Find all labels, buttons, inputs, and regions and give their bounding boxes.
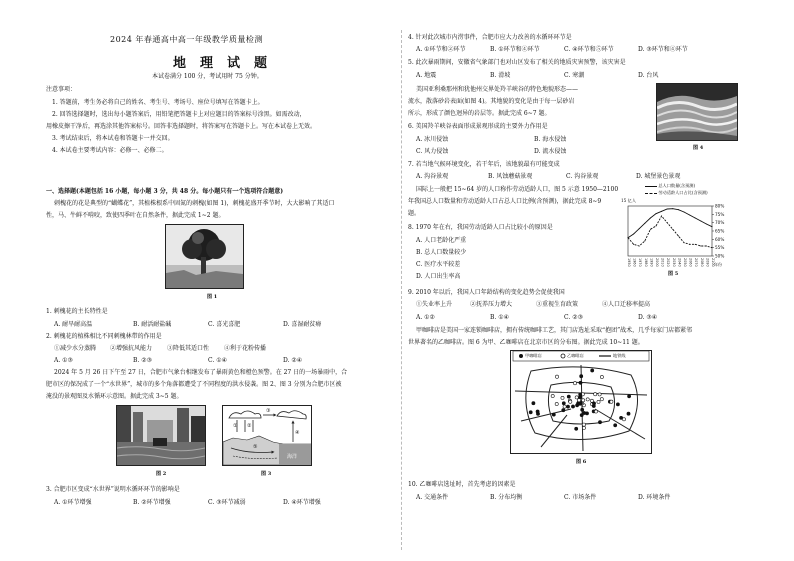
intro-text: 肥市区的保况成了一个“水世界”，城市的多个角落都遭受了不同程度的洪水侵袭。图 2、图 3 分别为合肥市区被 xyxy=(46,381,342,388)
chart-xtick-label: 2090 xyxy=(705,258,710,267)
q2-item: ④利于花粉传播 xyxy=(224,345,267,352)
coffee-shop-jia-marker xyxy=(567,395,570,398)
chart-ytick-right-label: 70% xyxy=(715,220,725,226)
coffee-shop-yi-marker xyxy=(563,405,566,408)
coffee-shop-yi-marker xyxy=(594,393,597,396)
chart-legend-total-label: 总人口数量(含预测) xyxy=(658,183,696,188)
chart-xtick-label: 2080 xyxy=(699,258,704,267)
coffee-shop-yi-marker xyxy=(594,410,597,413)
coffee-shop-yi-marker xyxy=(555,375,558,378)
legend-line-dashed xyxy=(645,193,657,194)
q8-option-d[interactable]: D. 人口出生率高 xyxy=(416,273,461,280)
q3-option-d[interactable]: D. ④环节增强 xyxy=(283,499,321,506)
figure-2-caption: 图 2 xyxy=(156,471,167,477)
note-line: 用橡皮擦干净后，再选涂其他答案标号。回答非选择题时，将答案写在答题卡上。写在本试卷上无效。 xyxy=(46,123,317,130)
coffee-shop-yi-marker xyxy=(622,418,625,421)
q9-option-d[interactable]: D. ③④ xyxy=(638,314,658,321)
fig3-label-3: ③ xyxy=(266,408,271,414)
coffee-shop-yi-marker xyxy=(598,393,601,396)
q3-option-c[interactable]: C. ③环节减弱 xyxy=(208,499,246,506)
intro-text: 年我国总人口数量和劳动适龄人口占总人口比例(含预测)，据此完成 8~9 xyxy=(408,198,602,205)
q2-option-b[interactable]: B. ②③ xyxy=(133,357,152,364)
chart-legend-ratio-label: 劳动适龄人口占比(含预测) xyxy=(658,190,708,195)
figure-5-population-chart xyxy=(612,200,742,272)
q6-option-c[interactable]: C. 风力侵蚀 xyxy=(416,148,449,155)
fig3-label-4: ④ xyxy=(295,430,300,436)
coffee-shop-jia-marker xyxy=(598,421,601,424)
series-line-total-population xyxy=(628,209,712,238)
fig3-label-5: ⑤ xyxy=(253,444,258,450)
data-point-total-population xyxy=(650,218,651,219)
q3-option-b[interactable]: B. ②环节增强 xyxy=(133,499,171,506)
chart-xlabel: 年份 xyxy=(714,262,722,267)
chart-xtick-label: 1980 xyxy=(643,258,648,267)
coffee-shop-jia-marker xyxy=(616,403,619,406)
coffee-shop-jia-marker xyxy=(614,424,617,427)
coffee-shop-yi-marker xyxy=(610,400,613,403)
q5-option-c[interactable]: C. 寒潮 xyxy=(564,72,585,79)
q6-option-a[interactable]: A. 冰川侵蚀 xyxy=(416,136,449,143)
q7-option-b[interactable]: B. 风蚀蘑菇景观 xyxy=(488,173,533,180)
data-point-working-age-ratio xyxy=(695,244,696,245)
intro-text: 题。 xyxy=(408,210,421,217)
intro-text: 甲咖啡店是美国一家连锁咖啡店，拥有传统咖啡工艺，其门店选址采取“抱团”战术，几乎每家门店都紧邻 xyxy=(416,327,693,334)
data-point-total-population xyxy=(678,209,679,210)
q9-item: ③重视生育政策 xyxy=(536,301,579,308)
q8-option-c[interactable]: C. 医疗水平较差 xyxy=(416,261,461,268)
question-6-stem: 6. 美国羚羊峡谷表面形成景观形成的主要外力作用是 xyxy=(408,123,548,130)
chart-xtick-label: 2000 xyxy=(655,258,659,267)
notes-title: 注意事项： xyxy=(46,86,77,93)
figure-3-caption: 图 3 xyxy=(261,471,272,477)
data-point-total-population xyxy=(661,211,662,212)
data-point-total-population xyxy=(684,212,685,213)
data-point-working-age-ratio xyxy=(650,229,651,230)
intro-text: 所示，形成了颜色迥异的岩层等。据此完成 6~7 题。 xyxy=(408,110,551,117)
chart-ytick-right-label: 75% xyxy=(715,211,725,217)
figure-6-coffee-map xyxy=(510,350,652,454)
fig6-legend-yi: 乙咖啡店 xyxy=(567,353,584,358)
q10-option-d[interactable]: D. 环境条件 xyxy=(638,494,671,501)
q2-item: ②增强抗风能力 xyxy=(110,345,153,352)
q5-option-a[interactable]: A. 地震 xyxy=(416,72,437,79)
data-point-total-population xyxy=(656,213,657,214)
q9-item: ②抚养压力增大 xyxy=(470,301,513,308)
question-5-stem: 5. 此次暴雨期间，安徽省气象部门也对山区发布了相关的地质灾害预警，该灾害是 xyxy=(408,59,626,66)
chart-xtick-label: 2050 xyxy=(683,258,687,267)
q1-option-a[interactable]: A. 耐旱耐高温 xyxy=(54,321,93,328)
data-point-total-population xyxy=(672,208,673,209)
q1-option-b[interactable]: B. 耐活耐盐碱 xyxy=(133,321,172,328)
chart-xtick-label: 2070 xyxy=(694,258,699,267)
coffee-shop-yi-marker xyxy=(575,396,578,399)
intro-text: 美国亚利桑那州和犹他州交界处羚羊峡谷的特色地貌形态—— xyxy=(416,86,579,93)
question-10-stem: 10. 乙咖啡店选址时，首先考虑的因素是 xyxy=(408,481,516,488)
coffee-shop-jia-marker xyxy=(529,411,532,414)
coffee-shop-yi-marker xyxy=(582,423,585,426)
data-point-working-age-ratio xyxy=(706,246,707,247)
intro-text: 流水，散落砂岩表面(如图 4)。其地貌的变化是由于每一层砂岩 xyxy=(408,98,575,105)
coffee-shop-jia-marker xyxy=(575,427,578,430)
section-heading: 一、选择题(本题包括 16 小题，每小题 3 分，共 48 分。每小题只有一个选项符合题意) xyxy=(46,188,284,195)
data-point-working-age-ratio xyxy=(700,246,701,247)
q1-option-c[interactable]: C. 喜光喜肥 xyxy=(208,321,241,328)
data-point-total-population xyxy=(667,209,668,210)
coffee-shop-jia-marker xyxy=(580,375,583,378)
question-2-stem: 2. 刺槐花的植株相比不同刺槐林带的作用是 xyxy=(46,333,162,340)
chart-xtick-label: 2060 xyxy=(688,258,693,267)
question-8-stem: 8. 1970 年在右，我国劳动适龄人口占比较小的原因是 xyxy=(408,224,553,231)
intro-text: 刺槐花的花是典型的“蝴蝶花”，其植株根系中固氮的刺槐(如图 1)，刺槐花盛开季节时，大大影响了其适口 xyxy=(54,200,335,207)
intro-text: 世界著名的乙咖啡店。图 6 为甲、乙咖啡店在北京市区的分布图。据此完成 10~11 题。 xyxy=(408,339,644,346)
coffee-shop-jia-marker xyxy=(566,405,569,408)
coffee-shop-jia-marker xyxy=(576,404,579,407)
fig3-label-1: ① xyxy=(233,423,238,429)
data-point-working-age-ratio xyxy=(672,229,673,230)
coffee-shop-jia-marker xyxy=(592,404,595,407)
q6-option-d[interactable]: D. 流水侵蚀 xyxy=(534,148,567,155)
fig3-label-ocean: 海洋 xyxy=(287,454,298,460)
q9-item: ①失业率上升 xyxy=(416,301,453,308)
intro-text: 性，马、牛鲜不啃咬，致使四季叶在自然条件，据此完成 1~2 题。 xyxy=(46,212,225,219)
coffee-shop-yi-marker xyxy=(600,375,603,378)
question-9-stem: 9. 2010 年以后，我国人口年龄结构的变化趋势会促使我国 xyxy=(408,289,565,296)
coffee-shop-yi-marker xyxy=(577,399,580,402)
coffee-shop-yi-marker xyxy=(569,400,572,403)
figure-1-tree-photo xyxy=(165,224,244,289)
question-1-stem: 1. 刺槐花的主长特性是 xyxy=(46,308,108,315)
chart-xtick-label: 2020 xyxy=(666,258,671,267)
intro-text: 国际上一般把 15~64 岁的人口称作劳动适龄人口，图 5 示意 1950—2100 xyxy=(416,186,619,193)
q2-item: ①减少水分蒸腾 xyxy=(54,345,97,352)
note-line: 2. 回答选择题时，选出每小题答案后，用铅笔把答题卡上对应题目的答案标号涂黑。如需改动， xyxy=(52,111,306,118)
q9-option-c[interactable]: C. ②③ xyxy=(564,314,583,321)
coffee-shop-jia-marker xyxy=(571,405,574,408)
fig3-label-2: ② xyxy=(247,423,252,429)
data-point-total-population xyxy=(633,234,634,235)
column-divider xyxy=(401,30,402,550)
coffee-shop-jia-marker xyxy=(628,395,631,398)
figure-2-flood-photo xyxy=(116,405,206,466)
figure-3-water-cycle xyxy=(222,405,312,466)
q1-option-d[interactable]: D. 喜湿耐贫瘠 xyxy=(283,321,322,328)
figure-6-caption: 图 6 xyxy=(576,459,587,465)
coffee-shop-jia-marker xyxy=(579,393,582,396)
q10-option-a[interactable]: A. 交通条件 xyxy=(416,494,449,501)
coffee-shop-yi-marker xyxy=(586,398,589,401)
q2-item: ③降低其适口性 xyxy=(167,345,210,352)
fig6-legend-subway: 地铁线 xyxy=(613,353,626,358)
q4-option-d[interactable]: D. ③环节和④环节 xyxy=(638,46,688,53)
q4-option-a[interactable]: A. ①环节和②环节 xyxy=(416,46,466,53)
q8-option-b[interactable]: B. 总人口数量较少 xyxy=(416,249,467,256)
figure-5-caption: 图 5 xyxy=(668,271,679,277)
chart-ytick-right-label: 80% xyxy=(715,203,725,209)
data-point-total-population xyxy=(700,221,701,222)
q6-option-b[interactable]: B. 海水侵蚀 xyxy=(534,136,567,143)
data-point-total-population xyxy=(639,228,640,229)
chart-xtick-label: 1970 xyxy=(638,258,643,267)
chart-plot-frame xyxy=(628,206,712,256)
data-point-working-age-ratio xyxy=(656,226,657,227)
q8-option-a[interactable]: A. 人口老龄化严重 xyxy=(416,237,467,244)
data-point-working-age-ratio xyxy=(678,236,679,237)
chart-ytick-right-label: 50% xyxy=(715,253,725,259)
data-point-total-population xyxy=(706,224,707,225)
coffee-shop-jia-marker xyxy=(581,408,584,411)
question-3-stem: 3. 合肥市区变成“水世界”说明水循环环节的影响是 xyxy=(46,486,180,493)
coffee-shop-jia-marker xyxy=(627,412,630,415)
q3-option-a[interactable]: A. ①环节增强 xyxy=(54,499,92,506)
q5-option-b[interactable]: B. 滑坡 xyxy=(490,72,511,79)
coffee-shop-yi-marker xyxy=(600,398,603,401)
note-line: 4. 本试卷主要考试内容：必修一、必修二。 xyxy=(52,147,168,154)
chart-xtick-label: 1990 xyxy=(649,258,654,267)
chart-xtick-label: 1960 xyxy=(632,258,637,267)
q10-option-c[interactable]: C. 市场条件 xyxy=(564,494,597,501)
note-line: 3. 考试结束后，将本试卷和答题卡一并交回。 xyxy=(52,135,174,142)
q7-option-a[interactable]: A. 沟谷景观 xyxy=(416,173,449,180)
data-point-working-age-ratio xyxy=(712,247,713,248)
q9-option-b[interactable]: B. ①④ xyxy=(490,314,509,321)
coffee-shop-jia-marker xyxy=(562,409,565,412)
legend-line-solid xyxy=(645,186,657,187)
intro-text: 淹没的景观图及水循环示意图。据此完成 3~5 题。 xyxy=(46,393,183,400)
q9-option-a[interactable]: A. ①② xyxy=(416,314,435,321)
coffee-shop-jia-marker xyxy=(536,412,539,415)
q4-option-c[interactable]: C. ④环节和⑤环节 xyxy=(564,46,614,53)
note-line: 1. 答题前，考生务必将自己的姓名、考生号、考场号、座位号填写在答题卡上。 xyxy=(52,99,264,106)
fig6-legend-jia: 甲咖啡店 xyxy=(525,353,542,358)
chart-xtick-label: 2040 xyxy=(677,258,682,267)
coffee-shop-jia-marker xyxy=(591,369,594,372)
chart-legend-total xyxy=(645,183,695,188)
coffee-shop-jia-marker xyxy=(562,402,565,405)
exam-info: 本试卷满分 100 分，考试用时 75 分钟。 xyxy=(152,73,263,80)
subject-title: 地理试题 xyxy=(173,56,282,71)
q5-option-d[interactable]: D. 台风 xyxy=(638,72,659,79)
data-point-total-population xyxy=(644,223,645,224)
data-point-working-age-ratio xyxy=(644,241,645,242)
data-point-working-age-ratio xyxy=(633,244,634,245)
coffee-shop-yi-marker xyxy=(555,402,558,405)
data-point-working-age-ratio xyxy=(684,242,685,243)
q7-option-d[interactable]: D. 城堡景色景观 xyxy=(636,173,681,180)
q2-option-a[interactable]: A. ①③ xyxy=(54,357,73,364)
q9-item: ④人口迁移率提高 xyxy=(602,301,651,308)
coffee-shop-jia-marker xyxy=(579,381,582,384)
chart-xtick-label: 2100 xyxy=(711,258,715,267)
q4-option-b[interactable]: B. ①环节和④环节 xyxy=(490,46,540,53)
q2-option-d[interactable]: D. ②④ xyxy=(283,357,303,364)
data-point-working-age-ratio xyxy=(628,237,629,238)
data-point-working-age-ratio xyxy=(661,216,662,217)
chart-ytick-right-label: 60% xyxy=(715,236,725,242)
data-point-working-age-ratio xyxy=(689,244,690,245)
q2-option-c[interactable]: C. ①④ xyxy=(208,357,227,364)
data-point-total-population xyxy=(689,215,690,216)
chart-xtick-label: 1950 xyxy=(627,258,631,267)
question-7-stem: 7. 若当地气候环境变化，若干年后，该地貌最有可能变成 xyxy=(408,161,560,168)
q10-option-b[interactable]: B. 分布均衡 xyxy=(490,494,523,501)
figure-4-canyon-photo xyxy=(656,83,738,141)
coffee-shop-yi-marker xyxy=(573,382,576,385)
figure-1-caption: 图 1 xyxy=(207,294,218,300)
chart-legend-ratio xyxy=(645,190,708,195)
coffee-shop-jia-marker xyxy=(552,413,555,416)
coffee-shop-jia-marker xyxy=(532,402,535,405)
exam-title: 2024 年春通高中高一年级教学质量检测 xyxy=(110,35,263,44)
coffee-shop-yi-marker xyxy=(582,426,585,429)
coffee-shop-yi-marker xyxy=(561,396,564,399)
figure-4-caption: 图 4 xyxy=(693,145,704,151)
chart-xtick-label: 2010 xyxy=(660,258,665,267)
chart-ytick-right-label: 65% xyxy=(715,228,725,234)
coffee-shop-yi-marker xyxy=(597,400,600,403)
data-point-total-population xyxy=(712,226,713,227)
chart-ylabel-left: 15 亿人 xyxy=(621,198,637,203)
intro-text: 2024 年 5 月 26 日下午至 27 日，合肥市气象台相继发布了暴雨黄色和橙色预警。在 27 日的一场暴雨中，合 xyxy=(54,369,348,376)
data-point-working-age-ratio xyxy=(639,246,640,247)
data-point-total-population xyxy=(695,218,696,219)
q7-option-c[interactable]: C. 沟谷景观 xyxy=(566,173,599,180)
question-4-stem: 4. 针对此次城市内涝事件，合肥市应大力改善的水循环环节是 xyxy=(408,34,572,41)
coffee-shop-jia-marker xyxy=(583,411,586,414)
chart-xtick-label: 2030 xyxy=(671,258,676,267)
data-point-working-age-ratio xyxy=(667,222,668,223)
chart-ytick-right-label: 55% xyxy=(715,245,725,251)
coffee-shop-yi-marker xyxy=(551,394,554,397)
